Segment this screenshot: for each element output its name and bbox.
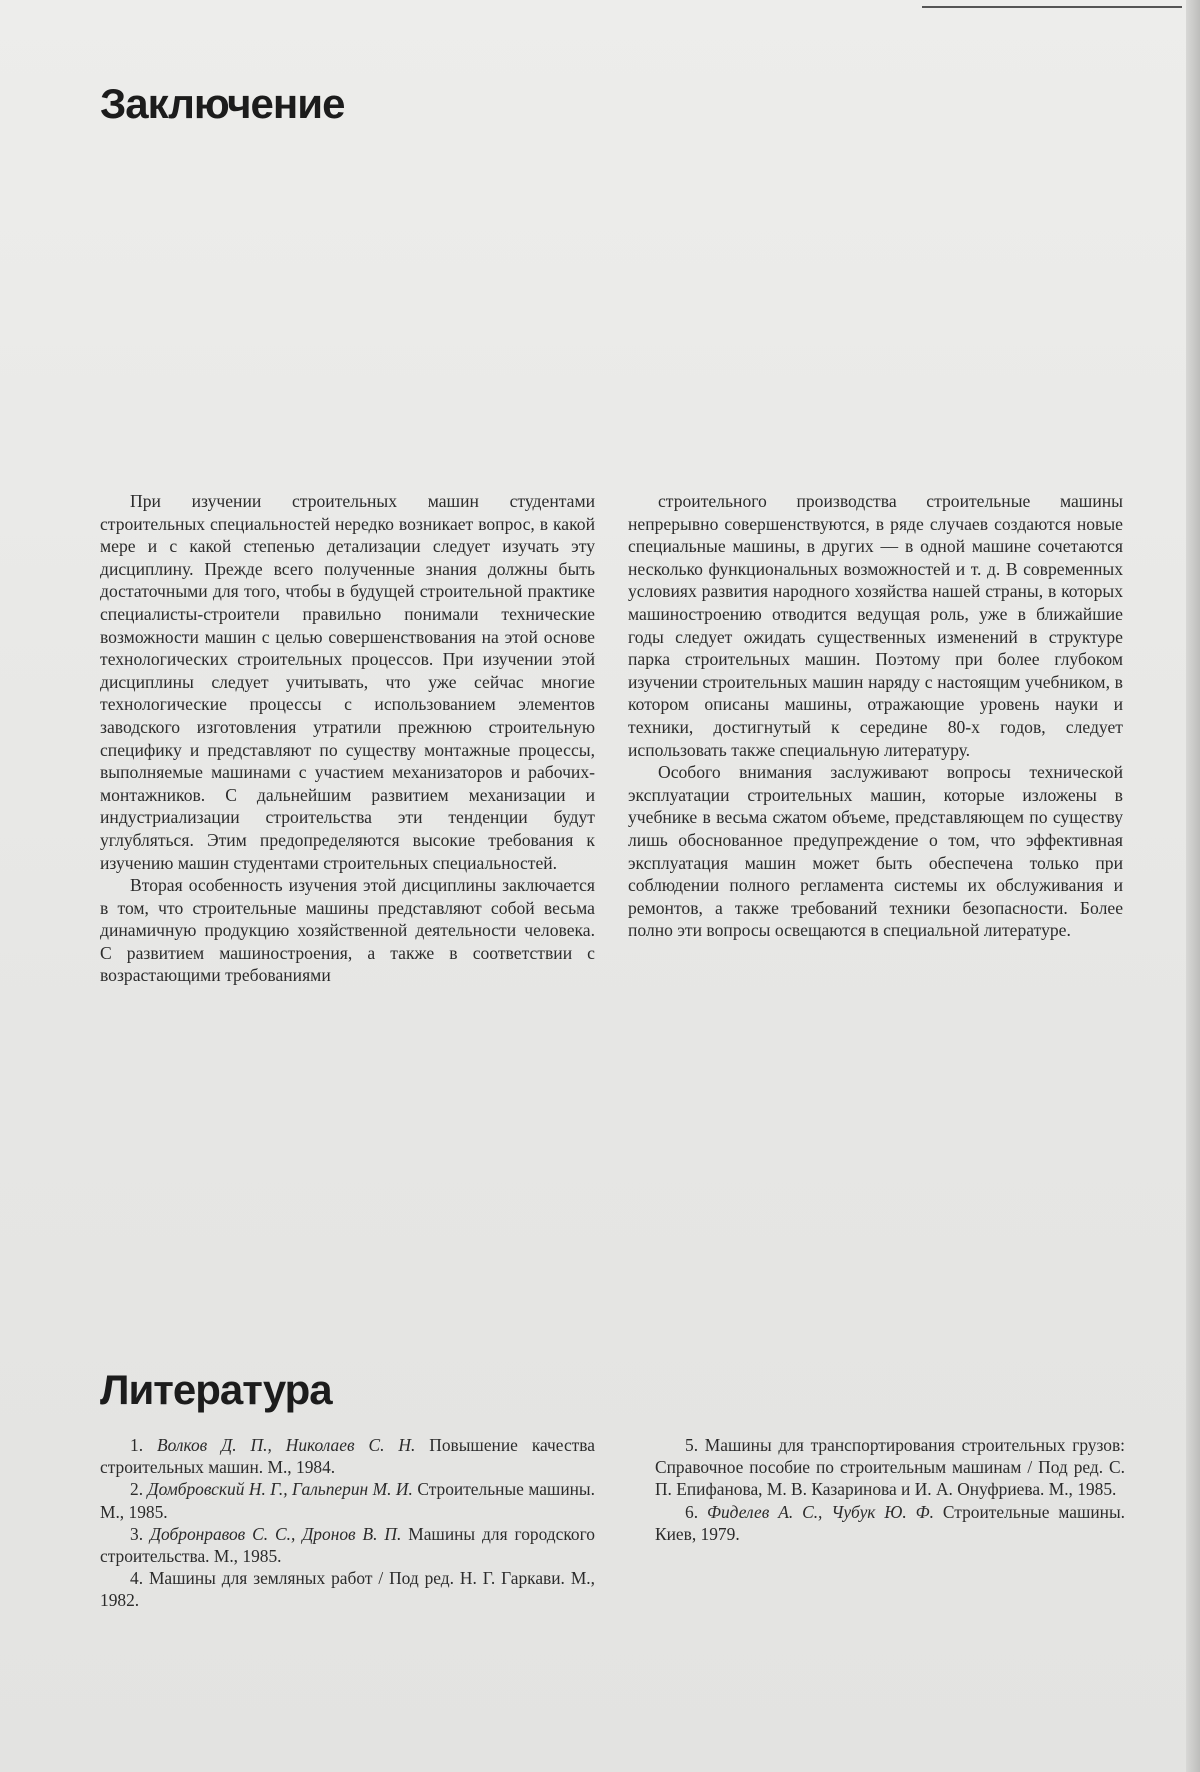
reference-number: 4. — [130, 1568, 144, 1589]
reference-authors: Домбровский Н. Г., Гальперин М. И. — [147, 1479, 413, 1500]
reference-item — [100, 1523, 595, 1567]
conclusion-paragraph: Вторая особенность изучения этой дисциплины заключается в том, что строительные машины представляют собой весьма динамичную продукцию хозяйственной деятельности человека. С развитием машиностроения, а также в соответствии с возрастающими требованиями — [100, 875, 595, 986]
reference-title: Строительные машины. Киев, 1979. — [655, 1501, 1125, 1544]
reference-title: Машины для земляных работ / Под ред. Н. Г. Гаркави. М., 1982. — [100, 1568, 595, 1611]
reference-title: Повышение качества строительных машин. М., 1984. — [100, 1435, 595, 1478]
reference-authors: Добронравов С. С., Дронов В. П. — [149, 1523, 402, 1544]
reference-number: 1. — [130, 1435, 144, 1455]
conclusion-paragraph: При изучении строительных машин студентами строительных специальностей нередко возникает вопрос, в какой мере и с какой степенью детализации следует изучать эту дисциплину. Прежде всего полученные знания должны быть достаточными для того, чтобы в будущей строительной практике специалисты-строители правильно понимали технические возможности машин с целью совершенствования на этой основе технологических строительных процессов. При изучении этой дисциплины следует учитывать, что уже сейчас многие технологические процессы с использованием элементов заводского изготовления утратили прежнюю строительную специфику и представляют по существу монтажные процессы, выполняемые машинами с участием механизаторов и рабочих-монтажников. С дальнейшим развитием механизации и индустриализации строительства эти тенденции будут углубляться. Этим предопределяются высокие требования к изучению машин студентами строительных специальностей. — [100, 491, 595, 873]
reference-item — [655, 1434, 1125, 1501]
references-right-column — [655, 1434, 1125, 1545]
literature-title: Литература — [100, 1366, 332, 1413]
reference-title: Машины для транспортирования строительных грузов: Справочное пособие по строительным машинам / Под ред. С. П. Епифанова, М. В. Казаринова и И. А. Онуфриева. М., 1985. — [655, 1435, 1125, 1500]
reference-item — [100, 1567, 595, 1611]
reference-authors: Волков Д. П., Николаев С. Н. — [157, 1435, 416, 1455]
scan-mark — [922, 6, 1182, 8]
reference-item — [100, 1478, 595, 1522]
reference-title: Строительные машины. М., 1985. — [100, 1479, 595, 1522]
conclusion-paragraph: Особого внимания заслуживают вопросы технической эксплуатации строительных машин, которые изложены в учебнике в весьма сжатом объеме, представляющем по существу лишь обоснованное предупреждение о том, что эффективная эксплуатация машин может быть обеспечена только при соблюдении полного регламента системы их обслуживания и ремонтов, а также требований техники безопасности. Более полно эти вопросы освещаются в специальной литературе. — [628, 762, 1123, 941]
reference-item — [655, 1501, 1125, 1545]
reference-number: 3. — [130, 1523, 144, 1544]
reference-number: 5. — [685, 1435, 699, 1455]
reference-title: Машины для городского строительства. М., 1985. — [100, 1523, 596, 1567]
page-edge-shadow — [1186, 0, 1200, 1772]
reference-number: 6. — [685, 1501, 699, 1522]
reference-authors: Фиделев А. С., Чубук Ю. Ф. — [707, 1501, 934, 1522]
conclusion-right-column — [628, 490, 1123, 942]
conclusion-left-column — [100, 490, 595, 987]
conclusion-title: Заключение — [100, 80, 345, 127]
conclusion-paragraph: строительного производства строительные машины непрерывно совершенствуются, в ряде случаев создаются новые специальные машины, в других — в одной машине сочетаются несколько функциональных возможностей и т. д. В современных условиях развития народного хозяйства нашей страны, в которых машиностроению отводится ведущая роль, уже в ближайшие годы следует ожидать существенных изменений в структуре парка строительных машин. Поэтому при более глубоком изучении строительных машин наряду с настоящим учебником, в котором описаны машины, отражающие уровень науки и техники, достигнутый к середине 80-х годов, следует использовать также специальную литературу. — [628, 491, 1123, 760]
reference-number: 2. — [130, 1479, 144, 1500]
references-left-column — [100, 1434, 595, 1612]
reference-item — [100, 1434, 595, 1478]
